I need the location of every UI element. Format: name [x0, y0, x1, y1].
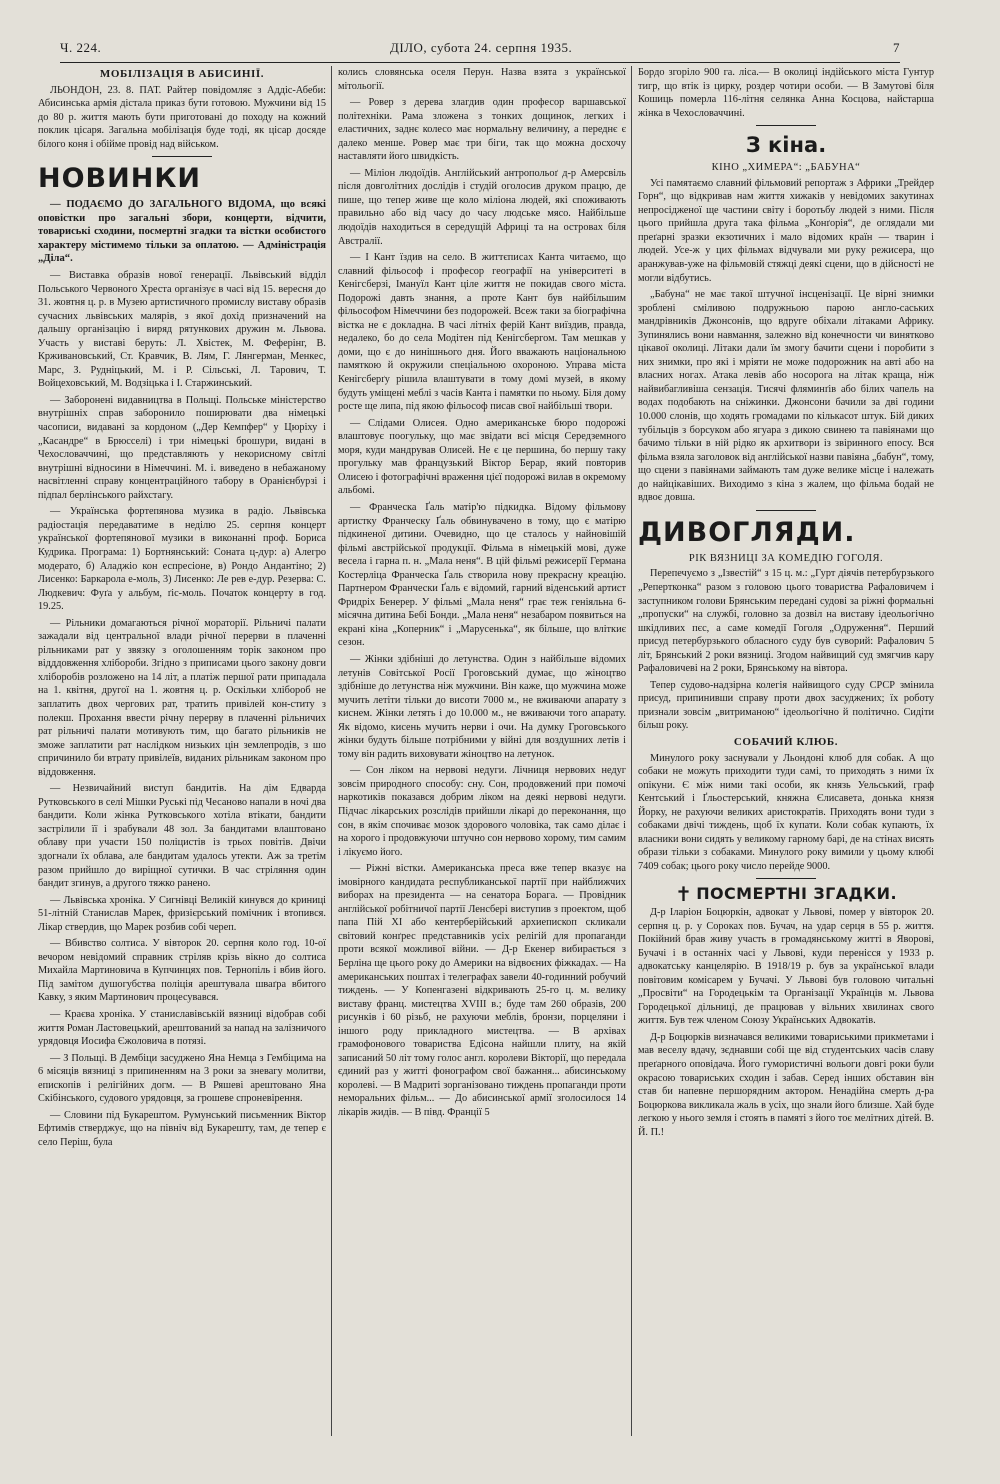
- article-text: Тепер судово-надзірна колегія найвищого суду СРСР змінила присуд, припинивши справу проти двох засуджених; їх роботу признали зовсім „витриманою“ ідеольогічно й політично. Сидіти більш року.: [638, 679, 934, 732]
- news-item: — Ровер з дерева злагдив один професор варшавської політехніки. Рама зложена з тонких дощинок, легких і еластичних, заднє колесо має нормальну величину, а переднє є далеко менше. Ровер має три біги, так що можна досхочу наставляти його швидкість.: [338, 97, 626, 163]
- cross-icon: ✝: [675, 882, 693, 907]
- article-text: Минулого року заснували у Льондоні клюб для собак. А що собаки не можуть приходити туди самі, то приходять з ними їх опікуни. Є між ними такі особи, як князь Уельський, граф Кентський і Ґльостерський, княжна Єлисавета, донька князя Йорку, не рахуючи великих аристократів. Приходять вони туди з собаками двічі тиждень, щоб їх купати. Коли собак купають, їх власники вони сидять у великому гарному барі, де на стінах висять образи тільки з собаками. Минулого року вимили у цьому клюбі 7409 собак; цього року число перейде 9000.: [638, 752, 934, 872]
- news-item: — Заборонені видавництва в Польщі. Польське міністерство внутрішніх справ заборонило поширювати два німецькі часописи, видавані за кордоном („Дер Кемпфер“ у Цюріху і „Касандре“ в Брюсселі) і три німецькі брошури, видані в Чехословаччині, що представляють у некорисному світлі внутрішні відносини в Німеччині. М. і. виведено в небажаному насвітленні справу концентраційного табору в Оранієнбурзі і підпал берлінського райхстагу.: [38, 394, 326, 501]
- column-divider: [331, 66, 332, 1436]
- separator: [756, 878, 816, 879]
- column-2: [338, 66, 626, 1466]
- news-item: — Сон ліком на нервові недуги. Лічниця нервових недуг зовсім природного способу: сну. Сон, продовжений при помочі наркотиків показався добрим ліком на деякі нервові недуги. Підчас лікарських розслідів прийшли лікарі до переконання, що сон, в якім спочиває мозок здорового чоловіка, так само ділає і на хорого і продовжуючи штучно сон нервово хорому, тим самим і лікуємо його.: [338, 765, 626, 858]
- news-item: — Франческа Ґаль матір'ю підкидка. Відому фільмову артистку Франческу Ґаль обвинувачено в тому, що є матірю підкиненої дитини. Очевидно, що це сталось у найновішій фільмі австрійської продукції. Фільма в німецькій мові, дуже весела і гарна п. н. „Мала неня“. В цій фільмі режисерії Германа Костерліца Франческа Ґаль створила нову прекрасну креацію. Партнером Франчески Ґаль є відомий, гарний віденський артист Фридріх Бенерер. У фільмі „Мала неня“ грає теж геніяльна 6-місячна дитина Бебі Бонди. „Мала неня“ незабаром появиться на екрані кіна „Коперник“ і „Марусенька“, як більше, що вліткиє сезон.: [338, 501, 626, 649]
- news-item: Бордо згоріло 900 га. ліса.— В околиці індійського міста Гунтур тигр, що втік із цирку, роздер чотири особи. — В Замутові біля Кошиць померла 116-літня селянка Анна Косцова, найстарша жінка в Чехословаччині.: [638, 67, 934, 119]
- news-item: — Краєва хроніка. У станиславівській вязниці відобрав собі життя Роман Ластовецький, арештований за напад на залізничого урядовця Иосифа Єжоловича в потязі.: [38, 1009, 326, 1048]
- separator: [756, 510, 816, 511]
- news-item: — І Кант їздив на село. В життєписах Канта читаємо, що славний фільософ і професор географії на університеті в Кенігсберзі, Імануїл Кант ціле життя не покидав свого міста. Подорожі давть знання, а проте Кант був найбільшим фільософом Німеччини без подорожей. Всеж таки за біографічна вістка не є докладна. В часі літніх ферій Кант виїздив, правда, недалеко, бо до села Модітен під Кенігсбергом. Там мешкав у доми, що є до нинішнього дня. Його вважають національною памяткою й окружили спеціальною охороною. Управа міста Кенігсберґу рішила влаштувати в тому домі музей, в якому будуть уміщені меблі з часів Канта і памятки по ньому. Біля дому росте ще липа, під якою фільософ писав свої найбільші твори.: [338, 252, 626, 413]
- review-text: „Бабуна“ не має такої штучної інсценізації. Це вірні знимки зроблені сміливою подружньою парою англо-саських мандрівників Джонсонів, що вдруге обіхали літаками Африку. Зупинялись вони навмання, залежно від конечности чи винятково цікавої околиці. Літаки дали їм змогу бачити сцени і поробити з них знимки, про які і мріяти не може подорожник на авті або на власних ногах. Атака левів або носорога на літак краща, ніж найвибагливіша сензація. Тисячі фляминґів або білих чапель на водах подобають на сніжинки. Джонсони бачили за дві години 10.000 слонів, що ходять громадами по кількасот штук. Бій диких тубільців з борсуком або ягуара з дикою свинею та павіянами що бачимо тільки в ній рідко як архитвори із звіринного епосу. Вся фільма взяла заголовок від англійської назви павіяна „бабун“, тому, що сцени з павіянами займають там дуже велике місце і належать до найцікавіших. Виходимо з кіна з жалем, що фільма бодай не вдвоє довша.: [638, 289, 934, 504]
- news-item: — Жінки здібніші до летунства. Один з найбільше відомих летунів Совітської Росії Гроговський думає, що жіноцтво здібніше до летунства ніж мужчини. Він каже, що мужчина може мучить летіти тільки до висоти 7000 м., не вживаючи апарату з киснем. Жінки летять і до 10.000 м., не вживаючи того апарату. Як відомо, кисень мучить нерви і очи. На думку Гроговського жінки будуть більше потрібними у війні для воздушних летів і тому він радить виховувати жіноцтво на летунок.: [338, 653, 626, 760]
- article-title: МОБІЛІЗАЦІЯ В АБИСИНІЇ.: [99, 68, 265, 80]
- news-item: — З Польщі. В Дембіци засуджено Яна Немца з Гембіцима на 6 місяців вязниці з припиненням на 3 роки за зневагу молитви, епископів і релігійних догм. — В Ряшеві арештовано Яна Скібінського, судового урядовця, за грошеве спроневірення.: [38, 1052, 326, 1105]
- section-heading-kino: З кіна.: [745, 133, 827, 158]
- obituary-text: Д-р Іларіон Боцюркін, адвокат у Львові, помер у вівторок 20. серпня ц. р. у Сороках пов. Бучач, на удар серця в 55 р. життя. Покійний брав живу участь в громадянському житті в Яворові, Бучачі і в останніх часі у Львові, куди перенісся у 1933 р. адвокатську канцелярію. В 1918/19 р. був за української влади повітовим комісарем у Бучачі. У Львові був головою читальні „Просвіти“ на Городецькім та Організації Українців м. Львова Городецької дільниці, де працював у вільних хвилинах свого життя. Був теж членом Союзу Українських Адвокатів.: [638, 906, 934, 1027]
- article-title: СОБАЧИЙ КЛЮБ.: [733, 735, 839, 748]
- news-item: — Ріжні вістки. Американська преса вже тепер вказує на імовірного кандидата республиканської партії при найближчих виборах на президента — на сенатора Борага. — Провідник англійської робітничої партії Ленсбері виступив з проектом, щоб папа Пій XI або кентерберійський архиепископ скликали світовий конґрес представників усіх релігій для пропаганди проти всякої можливої війни. — Д-р Екенер вибирається з Берліна ще цього року до Америки на відвоєних фіжкадах. — На американських поштах і телеграфах завели 40-годинний робучий тиждень. — У Копенгазені відкривають 25-го ц. м. велику виставу франц. мистецтва XVIII в.; буде там 260 образів, 200 рисунків і 60 різьб, не рахуючи меблів, бронзи, порцеляни і іншого роду прикладного мистецтва. — В архівах грамофонового товариства Едісона найшли плиту, на якій записаний 50 літ тому голос англ. королеви Вікторії, що передала єдиний раз у житті фонографом свої бажання... абисинському королеві. — В Мадриті зорганізовано тиждень пропаганди проти неморальних фільм... — До абисинської армії зголосилося 14 лікарів жидів. — В півд. Франції 5: [338, 863, 626, 1119]
- news-item: — Рільники домагаються річної мораторії. Рільничі палати зажадали від центральної влади річної перерви в плаченні рільниками рат у звязку з оголошенням торік законом про відддовження хлібороби. Згідно з приписами цього закону довги хліборобів розложено на 14 літ, а платіж першої рати припадала на 1. квітня, другої на 1. жовтня ц. р. Оскільки хлібороб не заплатить двох чергових рат, тратить привілей кон-ститу з полекш. Прохання ввести річну перерву в плаченні рільничих рат рільничі палати мотивують тим, що багато рільників не зможе заплатити рат наслідком низьких цін землепродів, з шо спричинило би втрату привілеїв, виданих рільникам законом про віддовження.: [38, 617, 326, 778]
- section-heading-novynky: НОВИНКИ: [38, 163, 201, 195]
- news-item: — Міліон людоїдів. Англійський антропольоґ д-р Амерсвіль після довголітних дослідів і студій оголосив друком працю, де пише, що тепер живе ще коло міліона людей, які споживають правильно або від часу до часу людське мясо. Найбільше людоїдів находиться в середущій Африці та на островах біля Австралії.: [338, 167, 626, 247]
- section-subheading: РІК ВЯЗНИЦІ ЗА КОМЕДІЮ ГОГОЛЯ.: [688, 552, 884, 564]
- review-text: Усі памятаємо славний фільмовий репортаж з Африки „Трейдер Горн“, що відкривав нам життя хижаків у невідомих закутинах непросідженої ще частини світу і боротьбу людей з ними. Після цього прийшла друга така фільма „Конґорія“, де оглядали ми преґарні зразки екзотичних і мало відомих країн — тварин і людей. Усе-ж у цих фільмах відчували ми руку режисера, що аранжував-уже на фільмовій стяжці деякі сцени, що в дійсності не могли відбутись.: [638, 177, 934, 284]
- column-1: [38, 66, 326, 1466]
- masthead-date: ДІЛО, субота 24. серпня 1935.: [390, 40, 573, 55]
- separator: [756, 125, 816, 126]
- column-3: [638, 66, 934, 1466]
- article-text: ЛЬОНДОН, 23. 8. ПАТ. Райтер повідомляє з Аддіс-Абеби: Абисинська армія дістала приказ бути готовою. Мужчини від 15 до 80 р. життя мають бути приготовані до походу на кожний поклик цісаря. Загальна мобілізація буде тоді, як цісар досяде білого коня і обійме провід над військом.: [38, 84, 326, 150]
- section-subheading: КІНО „ХИМЕРА“: „БАБУНА“: [711, 162, 861, 174]
- page-number: 7: [893, 40, 900, 55]
- section-heading-dyvohliady: ДИВОГЛЯДИ.: [638, 516, 856, 548]
- obituary-text: Д-р Боцюрків визначався великими товариськими прикметами і мав веселу вдачу, зєднавши собі ще від студентських часів славу преґарного оповідача. Його гумористичні вольоги довгі роки були окрасою товариських сходин і забав. Серед інших обставин він став би напевне першорядним актором. Ненадійна смерть д-ра Боцюркова викликала жаль в усіх, що знали його близше. Хай буде легкою у нього земля і стоять в памяті з його тоє мелітних дітей. В. Й. П.!: [638, 1031, 934, 1138]
- news-item: — Вбивство солтиса. У вівторок 20. серпня коло год. 10-ої вечором невідомий справник стріляв крізь вікно до солтиса Михайла Мартиновича в Купчинцях пов. Тернопіль і вбив його. Під замітом душогубства поліція арештувала шваґра вбитого Кавку, з яким Мартинович процесувався.: [38, 938, 326, 1004]
- issue-number: Ч. 224.: [60, 40, 102, 55]
- page-header: [60, 36, 900, 63]
- section-heading-obituaries: [638, 882, 934, 907]
- obituaries-title: ПОСМЕРТНІ ЗГАДКИ.: [696, 884, 897, 904]
- administration-notice: — ПОДАЄМО ДО ЗАГАЛЬНОГО ВІДОМА, що всякі оповістки про загальні збори, концерти, відчити, товариські сходини, посмертні згадки та вістки особистого характеру містимемо тільки за оплатою. — Адміністрація „Діла“.: [38, 199, 326, 265]
- news-item: — Словини під Букарештом. Румунський письменник Віктор Ефтимів стверджує, що на північ від Букарешту, там, де тепер є село Періш, була: [38, 1109, 326, 1148]
- news-item: колись словянська оселя Перун. Назва взята з української мітольогії.: [338, 67, 626, 92]
- news-item: — Виставка образів нової генерації. Львівський відділ Польського Червоного Хреста організує в часі від 15. вересня до 31. жовтня ц. р. в Музею артистичного промислу виставу образів сучасних львівських малярів, з якої дохід призначений на дальшу організацію і виряд рятункових дружин м. Львова. Участь у виставі беруть: Л. Хвістек, М. Феферінг, В. Крживановський, Ст. Кравчик, В. Лям, Г. Лянгерман, Менкес, Марс, З. Рудніцький, М. і Р. Сільські, Л. Тарович, Т. Войцеховський, М. Водзіцька і І. Старжинський.: [38, 270, 326, 390]
- news-item: — Слідами Олисея. Одно американське бюро подорожі влаштовує поогульку, що має звідати всі місця Середземного моря, куди мандрував Олисей. Не є це першина, бо першу таку прогульку мав французький Віктор Берар, який повторив Олисею і фотографічні враження цієї подорожі вилав в окремому альбомі.: [338, 417, 626, 497]
- column-divider: [631, 66, 632, 1436]
- separator: [152, 156, 212, 157]
- news-item: — Львівська хроніка. У Сигнівці Великій кинувся до криниці 51-літній Станислав Марек, фризієрський помічник і втопився. Лікар ствердив, що Марек розбив собі череп.: [38, 894, 326, 933]
- article-text: Перепечуємо з „Ізвестій“ з 15 ц. м.: „Гурт діячів петербурзького „Репертконка“ разом з головою цього товариства Рафаловичем і заступником голови Брянським передані судові за ріжні формальні „пропуски“ на службі, головно за дозвіл на виставу ідеольогічно шкідливих пєс, а саме комедії Гоголя „Одруження“. Перший присуд петербурзького обласного суду був суворий: Рафалович 5 літ, Брянський 2 роки вязниці. Згодом найвищий суд змягчив кару Рафаловичеві на 2 роки, Брянському на вівтора.: [638, 568, 934, 675]
- news-item: — Українська фортепянова музика в радіо. Львівська радіостація передаватиме в неділю 25. серпня концерт української фортепянової музики в виконанні проф. Бориса Кудрика. Програма: 1) Бортнянський: Соната ц-дур: а) Алегро модерато, б) Аладжіо кон еспресіоне, в) Рондо Андантіно; 2) Лисенко: Баркарола е-моль, 3) Лисенко: Ле рев е-дур. Резерва: С. Людкевич: Фуґа у альбум, ґіс-моль. Початок концерту в год. 19.25.: [38, 506, 326, 613]
- news-item: — Незвичайний виступ бандитів. На дім Едварда Рутковського в селі Мішки Руські під Чесаново напали в ночі два бандити. Коли жінка Рутковського хотіла втікати, бандити застрілили її і зрабували 48 зол. За бандитами влаштовано облаву при участи 150 поліцистів із трьох повітів. Двічи здогнали їх облава, але бандитам удалось утекти. Аж за третім разом прийшло до виріщної сутички. В час стріляння один бандит згинув, а другого тяжко ранено.: [38, 783, 326, 890]
